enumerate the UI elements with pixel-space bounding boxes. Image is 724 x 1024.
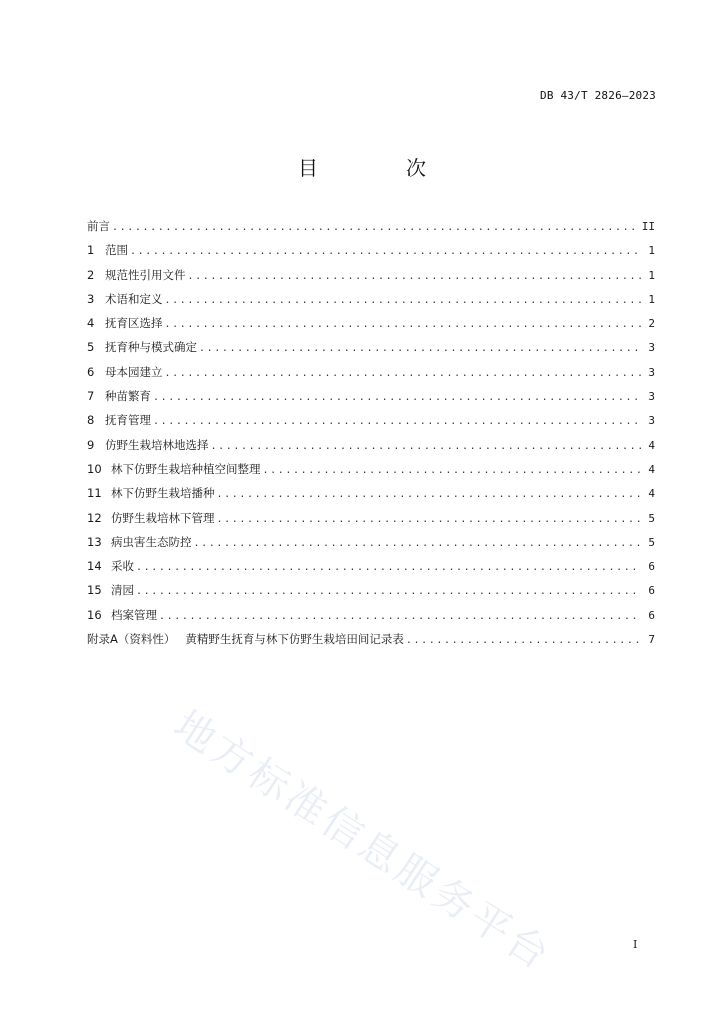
toc-page-number: 6 [648,608,655,622]
toc-dot-leader [153,416,641,427]
toc-entry-number: 12 [87,510,102,525]
toc-page-number: 1 [648,268,655,282]
toc-entry-label: 林下仿野生栽培播种 [111,486,215,501]
page-title: 目 次 [298,156,460,180]
toc-dot-leader [211,441,642,452]
toc-dot-leader [136,586,641,597]
toc-page-number: 4 [648,487,655,501]
toc-page-number: II [641,220,655,233]
toc-entry[interactable] [87,412,655,436]
toc-dot-leader [112,222,638,233]
toc-annex-prefix: 附录A（资料性） [87,632,176,647]
toc-entry[interactable] [87,267,655,291]
toc-entry[interactable] [87,388,655,412]
toc-dot-leader [406,635,641,646]
toc-entry[interactable] [87,437,655,461]
toc-entry-label: 仿野生栽培林地选择 [105,437,209,452]
toc-entry-label: 抚育种与模式确定 [105,340,197,355]
toc-page-number: 7 [648,633,655,647]
toc-entry-number: 7 [87,389,95,404]
toc-entry-number: 14 [87,559,102,574]
toc-entry-number: 1 [87,243,95,258]
toc-entry[interactable] [87,339,655,363]
toc-page-number: 4 [648,438,655,452]
toc-entry-label: 采收 [111,559,134,574]
toc-entry-label: 规范性引用文件 [105,267,186,282]
toc-annex-entry[interactable] [87,631,655,655]
toc-entry[interactable] [87,218,655,242]
toc-entry-number: 13 [87,534,102,549]
toc-entry-label: 术语和定义 [105,291,163,306]
toc-entry-number: 6 [87,364,95,379]
toc-entry-number: 8 [87,413,95,428]
toc-entry-label: 仿野生栽培林下管理 [111,510,215,525]
toc-entry[interactable] [87,485,655,509]
toc-dot-leader [130,246,641,257]
table-of-contents [87,218,655,655]
toc-dot-leader [188,271,642,282]
toc-entry[interactable] [87,607,655,631]
toc-page-number: 3 [648,341,655,355]
page-number: I [633,938,638,951]
toc-dot-leader [217,489,642,500]
toc-page-number: 4 [648,462,655,476]
toc-entry-label: 抚育管理 [105,413,151,428]
toc-page-number: 1 [648,292,655,306]
toc-entry-label: 前言 [87,219,110,233]
toc-page-number: 3 [648,390,655,404]
watermark: 地方标准信息服务平台 [165,702,560,981]
toc-page-number: 3 [648,414,655,428]
toc-entry-label: 档案管理 [111,607,157,622]
toc-entry-number: 11 [87,486,102,501]
toc-entry[interactable] [87,461,655,485]
toc-entry-label: 病虫害生态防控 [111,534,192,549]
toc-page-number: 1 [648,244,655,258]
toc-dot-leader [165,319,642,330]
toc-dot-leader [199,343,641,354]
toc-entry[interactable] [87,558,655,582]
toc-entry[interactable] [87,534,655,558]
toc-entry-number: 9 [87,437,95,452]
toc-dot-leader [136,562,641,573]
document-code: DB 43/T 2826—2023 [540,89,656,102]
toc-dot-leader [217,514,642,525]
toc-page-number: 6 [648,584,655,598]
toc-page-number: 6 [648,560,655,574]
toc-entry-number: 3 [87,291,95,306]
toc-entry[interactable] [87,291,655,315]
toc-dot-leader [153,392,641,403]
toc-entry-label: 范围 [105,243,128,258]
toc-page-number: 2 [648,317,655,331]
toc-dot-leader [194,538,642,549]
toc-entry-label: 黄精野生抚育与林下仿野生栽培田间记录表 [185,632,404,647]
toc-page-number: 3 [648,365,655,379]
toc-entry[interactable] [87,315,655,339]
toc-entry-label: 母本园建立 [105,364,163,379]
toc-entry[interactable] [87,242,655,266]
toc-entry-label: 种苗繁育 [105,389,151,404]
toc-entry-number: 4 [87,316,95,331]
toc-page-number: 5 [648,535,655,549]
toc-dot-leader [165,295,642,306]
toc-entry-label: 抚育区选择 [105,316,163,331]
toc-dot-leader [263,465,642,476]
toc-dot-leader [159,611,641,622]
toc-dot-leader [165,368,642,379]
toc-entry[interactable] [87,364,655,388]
toc-entry-number: 10 [87,461,102,476]
toc-entry-number: 2 [87,267,95,282]
toc-entry-number: 5 [87,340,95,355]
toc-entry[interactable] [87,510,655,534]
toc-entry[interactable] [87,582,655,606]
toc-entry-number: 15 [87,583,102,598]
toc-page-number: 5 [648,511,655,525]
toc-entry-number: 16 [87,607,102,622]
toc-entry-label: 林下仿野生栽培种植空间整理 [111,461,261,476]
toc-entry-label: 清园 [111,583,134,598]
